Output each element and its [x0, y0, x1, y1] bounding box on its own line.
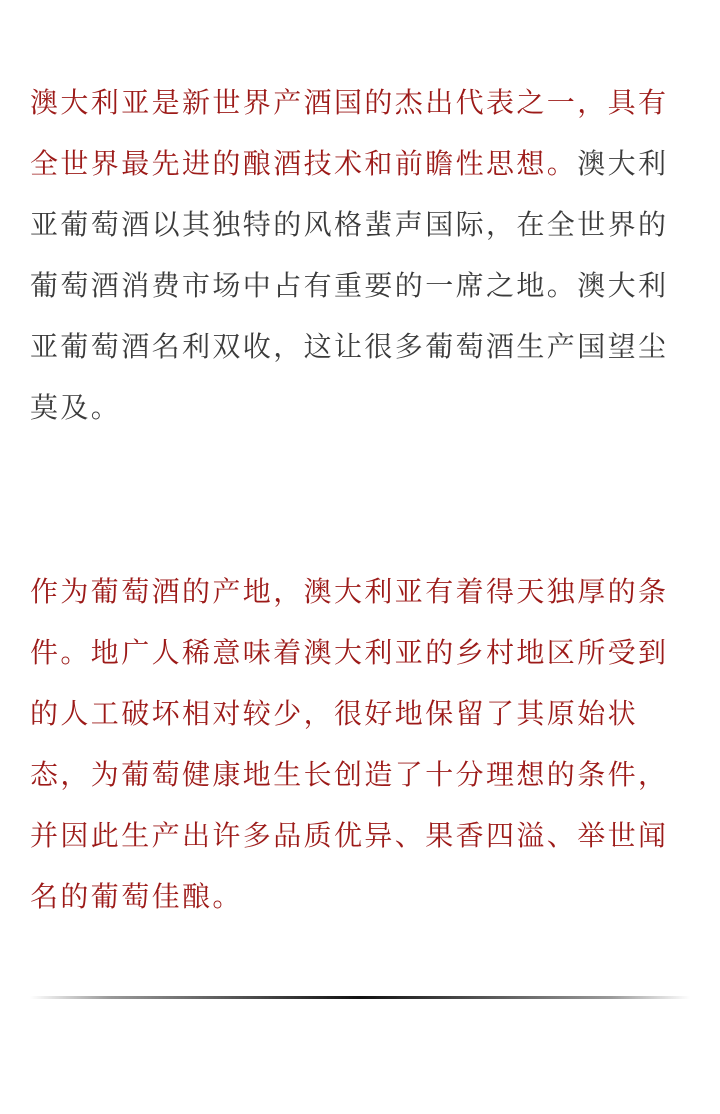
paragraph-gap — [30, 438, 690, 561]
text-segment: 澳大利亚是新世界产酒国的杰出代表之一，具有 — [30, 86, 669, 119]
text-segment: 态，为葡萄健康地生长创造了十分理想的条件， — [30, 758, 669, 791]
text-segment: 名的葡萄佳酿。 — [30, 880, 243, 913]
text-line — [30, 805, 690, 866]
text-line — [30, 316, 690, 377]
text-line — [30, 72, 690, 133]
text-line — [30, 561, 690, 622]
text-line — [30, 622, 690, 683]
text-segment: 的人工破坏相对较少，很好地保留了其原始状 — [30, 697, 639, 730]
text-segment: 件。地广人稀意味着澳大利亚的乡村地区所受到 — [30, 636, 669, 669]
paragraph-intro — [30, 72, 690, 438]
paragraph-terroir — [30, 561, 690, 927]
text-line — [30, 377, 690, 438]
text-segment: 葡萄酒消费市场中占有重要的一席之地。澳大利 — [30, 269, 669, 302]
text-line — [30, 194, 690, 255]
text-line — [30, 866, 690, 927]
text-segment: 作为葡萄酒的产地，澳大利亚有着得天独厚的条 — [30, 575, 669, 608]
section-divider — [30, 996, 690, 999]
text-segment: 并因此生产出许多品质优异、果香四溢、举世闻 — [30, 819, 669, 852]
text-line — [30, 683, 690, 744]
text-line — [30, 133, 690, 194]
article-body — [30, 72, 690, 927]
text-segment: 亚葡萄酒以其独特的风格蜚声国际，在全世界的 — [30, 208, 669, 241]
text-segment: 亚葡萄酒名利双收，这让很多葡萄酒生产国望尘 — [30, 330, 669, 363]
text-segment: 莫及。 — [30, 391, 122, 424]
text-segment: 澳大利 — [577, 147, 669, 180]
text-line — [30, 255, 690, 316]
text-line — [30, 744, 690, 805]
text-segment: 全世界最先进的酿酒技术和前瞻性思想。 — [30, 147, 578, 180]
